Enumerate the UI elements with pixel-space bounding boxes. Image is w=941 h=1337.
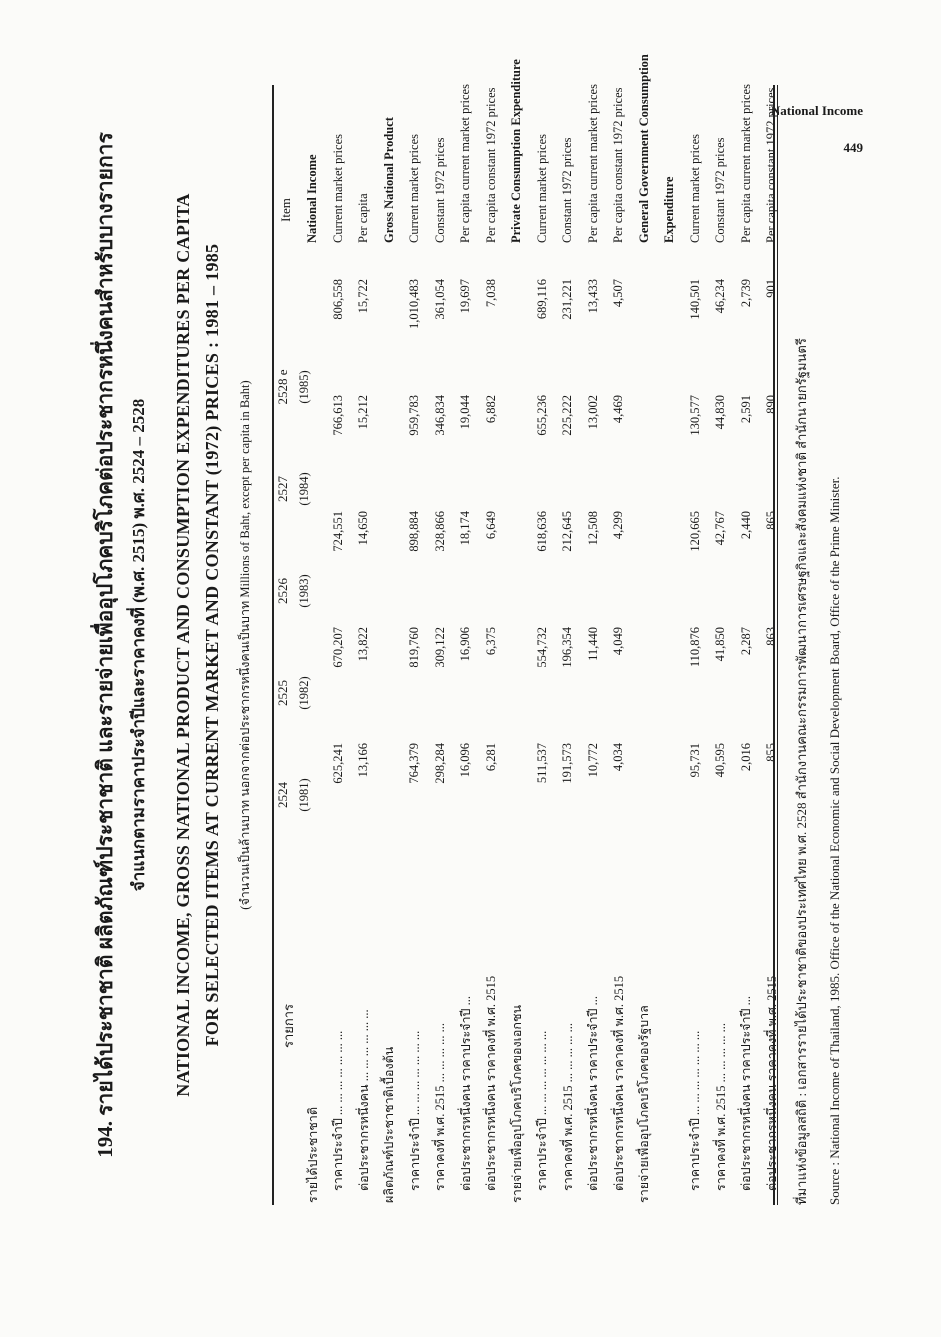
cell-value: 309,122 <box>432 627 447 668</box>
source-note-thai: ที่มาแห่งข้อมูลสถิติ : เอกสารรายได้ประชาชาติของประเทศไทย พ.ศ. 2528 สำนักงานคณะกรรมการพัฒนาการเศรษฐกิจและสังคมแห่งชาติ สำนักนายกรัฐมนตรี <box>794 338 809 1205</box>
cell-value <box>377 729 403 845</box>
cell-value <box>504 613 530 729</box>
cell-value <box>300 613 326 729</box>
cell-value: 724,551 <box>330 511 345 552</box>
cell-value <box>300 381 326 497</box>
cell-value: 15,722 <box>356 279 371 314</box>
row-label-english: Per capita current market prices <box>738 84 753 243</box>
cell-value <box>300 729 326 845</box>
row-label-english: Per capita constant 1972 prices <box>764 87 779 243</box>
cell-value <box>657 613 683 729</box>
cell-value <box>657 497 683 613</box>
row-label-thai <box>657 845 683 1205</box>
table-top-rule <box>272 85 274 1205</box>
row-label-thai: ราคาประจำปี ... ... ... ... ... ... ... <box>535 1030 550 1191</box>
unit-note: (จำนวนเป็นล้านบาท นอกจากต่อประชากรหนึ่งคนเป็นบาท Millions of Baht, except per capita in Baht) <box>238 380 252 910</box>
cell-value <box>300 265 326 381</box>
table-row <box>530 0 556 1205</box>
row-label-thai: ราคาคงที่ พ.ศ. 2515 ... ... ... ... ... <box>713 1023 728 1191</box>
table-row <box>453 0 479 1205</box>
cell-value: 6,375 <box>483 627 498 656</box>
year-ce: (1981) <box>297 778 311 812</box>
row-label-english: Per capita current market prices <box>458 84 473 243</box>
cell-value: 4,299 <box>611 511 626 540</box>
cell-value <box>504 381 530 497</box>
cell-value: 130,577 <box>687 395 702 436</box>
cell-value: 14,650 <box>356 511 371 546</box>
cell-value: 511,537 <box>534 743 549 784</box>
cell-value: 2,440 <box>738 511 753 540</box>
row-label-english: Expenditure <box>662 176 677 243</box>
cell-value <box>657 381 683 497</box>
cell-value: 346,834 <box>432 395 447 436</box>
cell-value <box>632 265 658 381</box>
row-label-thai: ต่อประชากรหนึ่งคน ราคาประจำปี ... <box>586 996 601 1191</box>
cell-value: 670,207 <box>330 627 345 668</box>
cell-value: 855 <box>764 743 779 762</box>
cell-value: 110,876 <box>687 627 702 668</box>
row-label-thai: รายจ่ายเพื่ออุปโภคบริโภคของรัฐบาล <box>637 1005 652 1203</box>
cell-value <box>657 265 683 381</box>
thai-subtitle: จำแนกตามราคาประจำปีและราคาคงที่ (พ.ศ. 2515) พ.ศ. 2524 – 2528 <box>129 398 148 892</box>
english-title-line1: NATIONAL INCOME, GROSS NATIONAL PRODUCT AND CONSUMPTION EXPENDITURES PER CAPITA <box>173 193 193 1097</box>
row-label-thai: ราคาประจำปี ... ... ... ... ... ... ... <box>407 1030 422 1191</box>
cell-value: 6,882 <box>483 395 498 424</box>
row-label-english: Current market prices <box>407 134 422 243</box>
cell-value: 12,508 <box>585 511 600 546</box>
cell-value: 901 <box>764 279 779 298</box>
table-bottom-rule-thin <box>777 85 778 1205</box>
cell-value <box>504 729 530 845</box>
page-number: 449 <box>843 140 863 155</box>
cell-value <box>632 729 658 845</box>
cell-value: 554,732 <box>534 627 549 668</box>
table-row <box>708 0 734 1205</box>
row-label-english: Current market prices <box>687 134 702 243</box>
cell-value: 13,433 <box>585 279 600 314</box>
row-label-english: Current market prices <box>330 134 345 243</box>
cell-value: 764,379 <box>407 743 422 784</box>
table-row <box>632 0 658 1205</box>
cell-value: 120,665 <box>687 511 702 552</box>
table-row <box>428 0 454 1205</box>
table-row <box>581 0 607 1205</box>
cell-value: 13,822 <box>356 627 371 662</box>
row-label-thai: ต่อประชากรหนึ่งคน ... ... ... ... ... ... <box>356 1009 371 1191</box>
data-table <box>300 0 785 1205</box>
table-row <box>759 0 785 1205</box>
cell-value: 191,573 <box>560 743 575 784</box>
cell-value: 618,636 <box>534 511 549 552</box>
cell-value: 16,906 <box>458 627 473 662</box>
table-row <box>504 0 530 1205</box>
table-row <box>555 0 581 1205</box>
running-header-title: National Income <box>770 103 863 118</box>
cell-value: 6,281 <box>483 743 498 772</box>
cell-value <box>377 381 403 497</box>
row-label-thai: ราคาคงที่ พ.ศ. 2515 ... ... ... ... ... <box>560 1023 575 1191</box>
cell-value: 2,016 <box>738 743 753 772</box>
cell-value: 11,440 <box>585 627 600 661</box>
cell-value <box>657 729 683 845</box>
cell-value: 298,284 <box>432 743 447 784</box>
cell-value <box>632 497 658 613</box>
row-label-english: Constant 1972 prices <box>560 137 575 243</box>
cell-value: 766,613 <box>330 395 345 436</box>
row-label-thai: ราคาประจำปี ... ... ... ... ... ... ... <box>688 1030 703 1191</box>
header-item-english: Item <box>278 198 293 222</box>
row-label-english: Private Consumption Expenditure <box>509 59 524 243</box>
cell-value: 328,866 <box>432 511 447 552</box>
cell-value: 140,501 <box>687 279 702 320</box>
row-label-thai: ต่อประชากรหนึ่งคน ราคาคงที่ พ.ศ. 2515 <box>611 975 626 1191</box>
cell-value: 196,354 <box>560 627 575 668</box>
row-label-thai: ต่อประชากรหนึ่งคน ราคาคงที่ พ.ศ. 2515 <box>764 975 779 1191</box>
row-label-english: Constant 1972 prices <box>432 137 447 243</box>
cell-value: 18,174 <box>458 511 473 546</box>
cell-value: 13,002 <box>585 395 600 430</box>
cell-value: 4,469 <box>611 395 626 424</box>
table-row <box>300 0 326 1205</box>
cell-value: 1,010,483 <box>407 279 422 329</box>
cell-value: 15,212 <box>356 395 371 430</box>
row-label-thai: ผลิตภัณฑ์ประชาชาติเบื้องต้น <box>382 1046 397 1203</box>
row-label-english: Per capita constant 1972 prices <box>611 87 626 243</box>
row-label-english: General Government Consumption <box>636 54 651 243</box>
cell-value: 2,739 <box>738 279 753 308</box>
cell-value: 4,049 <box>611 627 626 656</box>
row-label-thai: ต่อประชากรหนึ่งคน ราคาประจำปี ... <box>739 996 754 1191</box>
cell-value <box>632 613 658 729</box>
cell-value <box>377 497 403 613</box>
english-title-line2: FOR SELECTED ITEMS AT CURRENT MARKET AND CONSTANT (1972) PRICES : 1981 – 1985 <box>202 243 222 1047</box>
cell-value: 231,221 <box>560 279 575 320</box>
cell-value: 41,850 <box>713 627 728 662</box>
cell-value: 40,595 <box>713 743 728 778</box>
cell-value <box>504 265 530 381</box>
row-label-english: Per capita <box>356 193 371 243</box>
cell-value: 42,767 <box>713 511 728 546</box>
cell-value: 890 <box>764 395 779 414</box>
row-label-english: National Income <box>305 154 320 243</box>
cell-value: 4,034 <box>611 743 626 772</box>
cell-value: 6,649 <box>483 511 498 540</box>
row-label-thai: ต่อประชากรหนึ่งคน ราคาคงที่ พ.ศ. 2515 <box>484 975 499 1191</box>
row-label-thai: ราคาคงที่ พ.ศ. 2515 ... ... ... ... ... <box>433 1023 448 1191</box>
cell-value: 689,116 <box>534 279 549 320</box>
cell-value: 625,241 <box>330 743 345 784</box>
cell-value: 212,645 <box>560 511 575 552</box>
cell-value: 7,038 <box>483 279 498 308</box>
year-ce: (1984) <box>297 472 311 506</box>
year-thai: 2525 <box>275 680 290 706</box>
table-row <box>734 0 760 1205</box>
cell-value: 95,731 <box>687 743 702 778</box>
cell-value: 4,507 <box>611 279 626 308</box>
table-row <box>683 0 709 1205</box>
table-row <box>402 0 428 1205</box>
cell-value: 10,772 <box>585 743 600 778</box>
row-label-english: Gross National Product <box>381 117 396 243</box>
row-label-thai: ราคาประจำปี ... ... ... ... ... ... ... <box>331 1030 346 1191</box>
table-bottom-rule <box>773 85 775 1205</box>
year-ce: (1983) <box>297 574 311 608</box>
cell-value: 361,054 <box>432 279 447 320</box>
cell-value <box>300 497 326 613</box>
table-row <box>657 0 683 1205</box>
table-row <box>326 0 352 1205</box>
rotated-table-page <box>75 54 865 1215</box>
row-label-english: Current market prices <box>534 134 549 243</box>
cell-value: 865 <box>764 511 779 530</box>
cell-value: 819,760 <box>407 627 422 668</box>
cell-value: 19,697 <box>458 279 473 314</box>
cell-value: 2,287 <box>738 627 753 656</box>
row-label-english: Per capita constant 1972 prices <box>483 87 498 243</box>
cell-value: 13,166 <box>356 743 371 778</box>
row-label-thai: รายได้ประชาชาติ <box>305 1107 320 1203</box>
year-thai: 2526 <box>275 578 290 604</box>
cell-value: 46,234 <box>713 279 728 314</box>
cell-value <box>377 613 403 729</box>
cell-value: 16,096 <box>458 743 473 778</box>
year-thai: 2524 <box>275 782 290 808</box>
row-label-english: Per capita current market prices <box>585 84 600 243</box>
cell-value: 19,044 <box>458 395 473 430</box>
row-label-english: Constant 1972 prices <box>713 137 728 243</box>
cell-value: 863 <box>764 627 779 646</box>
year-ce: (1982) <box>297 676 311 710</box>
cell-value: 44,830 <box>713 395 728 430</box>
cell-value <box>632 381 658 497</box>
year-thai: 2527 <box>275 476 290 502</box>
cell-value: 2,591 <box>738 395 753 424</box>
table-row <box>606 0 632 1205</box>
cell-value: 655,236 <box>534 395 549 436</box>
table-row <box>479 0 505 1205</box>
cell-value: 225,222 <box>560 395 575 436</box>
row-label-thai: รายจ่ายเพื่ออุปโภคบริโภคของเอกชน <box>509 1005 524 1203</box>
row-label-thai: ต่อประชากรหนึ่งคน ราคาประจำปี ... <box>458 996 473 1191</box>
source-note-english: Source : National Income of Thailand, 1985. Office of the National Economic and Social Development Board, Office of the Prime Minister. <box>827 476 842 1205</box>
header-item-thai: รายการ <box>281 1003 296 1049</box>
table-row <box>377 0 403 1205</box>
cell-value <box>504 497 530 613</box>
cell-value <box>377 265 403 381</box>
thai-title: 194. รายได้ประชาชาติ ผลิตภัณฑ์ประชาชาติ และรายจ่ายเพื่ออุปโภคบริโภคต่อประชากรหนึ่งคนสำหรับบางรายการ <box>93 132 117 1158</box>
table-row <box>351 0 377 1205</box>
cell-value: 959,783 <box>407 395 422 436</box>
year-ce: (1985) <box>297 370 311 404</box>
cell-value: 806,558 <box>330 279 345 320</box>
cell-value: 898,884 <box>407 511 422 552</box>
year-thai: 2528 e <box>275 369 290 405</box>
